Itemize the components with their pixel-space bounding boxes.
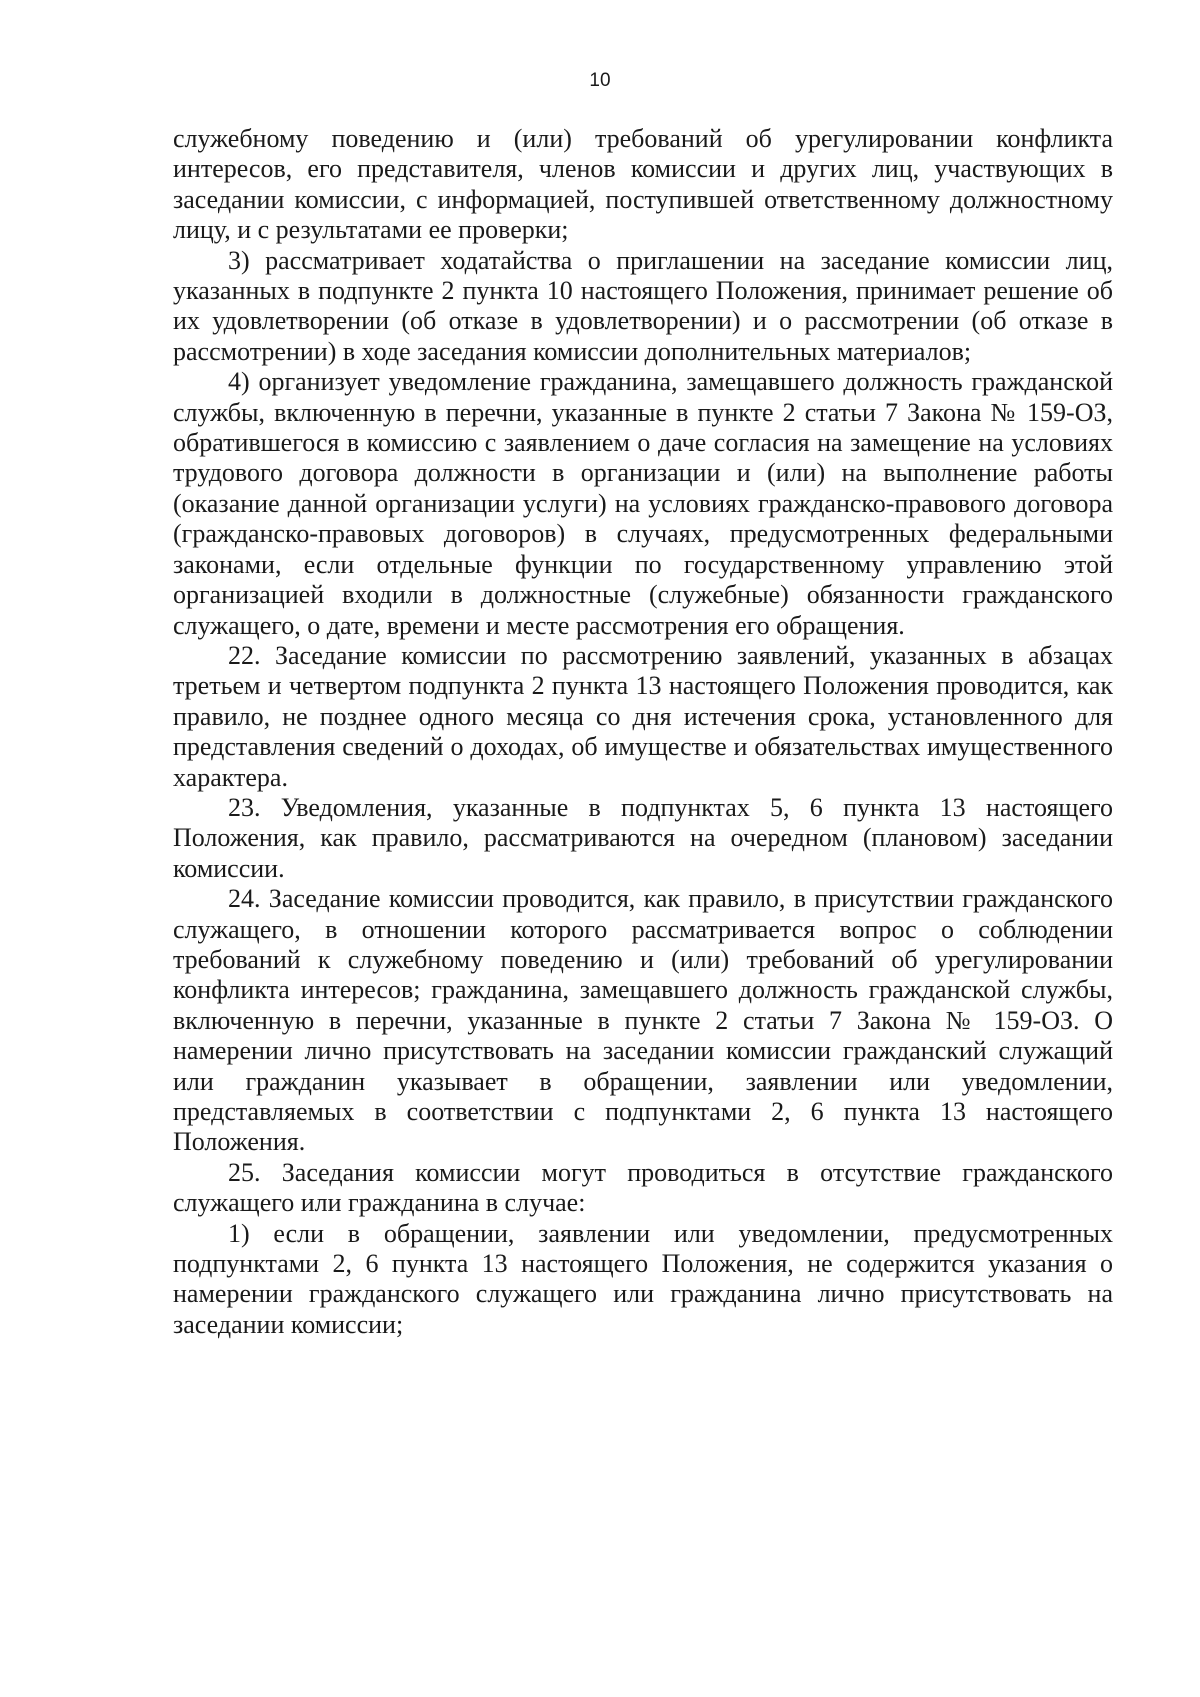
paragraph-item-23: 23. Уведомления, указанные в подпунктах 5, 6 пункта 13 настоящего Положения, как правило, рассматриваются на очередном (плановом) заседании комиссии. [173, 792, 1113, 883]
paragraph-item-24: 24. Заседание комиссии проводится, как правило, в присутствии гражданского служащего, в отношении которого рассматривается вопрос о соблюдении требований к служебному поведению и (или) требований об урегулировании конфликта интересов; гражданина, замещавшего должность гражданской службы, включенную в перечни, указанные в пункте 2 статьи 7 Закона № 159-ОЗ. О намерении лично присутствовать на заседании комиссии гражданский служащий или гражданин указывает в обращении, заявлении или уведомлении, представляемых в соответствии с подпунктами 2, 6 пункта 13 настоящего Положения. [173, 884, 1113, 1157]
paragraph-subitem-3: 3) рассматривает ходатайства о приглашении на заседание комиссии лиц, указанных в подпункте 2 пункта 10 настоящего Положения, принимает решение об их удовлетворении (об отказе в удовлетворении) и о рассмотрении (об отказе в рассмотрении) в ходе заседания комиссии дополнительных материалов; [173, 245, 1113, 366]
paragraph-item-25: 25. Заседания комиссии могут проводиться в отсутствие гражданского служащего или гражданина в случае: [173, 1157, 1113, 1218]
page-number: 10 [589, 70, 611, 91]
paragraph-item-22: 22. Заседание комиссии по рассмотрению заявлений, указанных в абзацах третьем и четвертом подпункта 2 пункта 13 настоящего Положения проводится, как правило, не позднее одного месяца со дня истечения срока, установленного для представления сведений о доходах, об имуществе и обязательствах имущественного характера. [173, 640, 1113, 792]
paragraph-subitem-1: 1) если в обращении, заявлении или уведомлении, предусмотренных подпунктами 2, 6 пункта 13 настоящего Положения, не содержится указания о намерении гражданского служащего или гражданина лично присутствовать на заседании комиссии; [173, 1218, 1113, 1339]
paragraph-subitem-4: 4) организует уведомление гражданина, замещавшего должность гражданской службы, включенную в перечни, указанные в пункте 2 статьи 7 Закона № 159-ОЗ, обратившегося в комиссию с заявлением о даче согласия на замещение на условиях трудового договора должности в организации и (или) на выполнение работы (оказание данной организации услуги) на условиях гражданско-правового договора (гражданско-правовых договоров) в случаях, предусмотренных федеральными законами, если отдельные функции по государственному управлению этой организацией входили в должностные (служебные) обязанности гражданского служащего, о дате, времени и месте рассмотрения его обращения. [173, 367, 1113, 640]
document-body [173, 124, 1113, 1340]
paragraph-continuation: служебному поведению и (или) требований об урегулировании конфликта интересов, его представителя, членов комиссии и других лиц, участвующих в заседании комиссии, с информацией, поступившей ответственному должностному лицу, и с результатами ее проверки; [173, 124, 1113, 245]
